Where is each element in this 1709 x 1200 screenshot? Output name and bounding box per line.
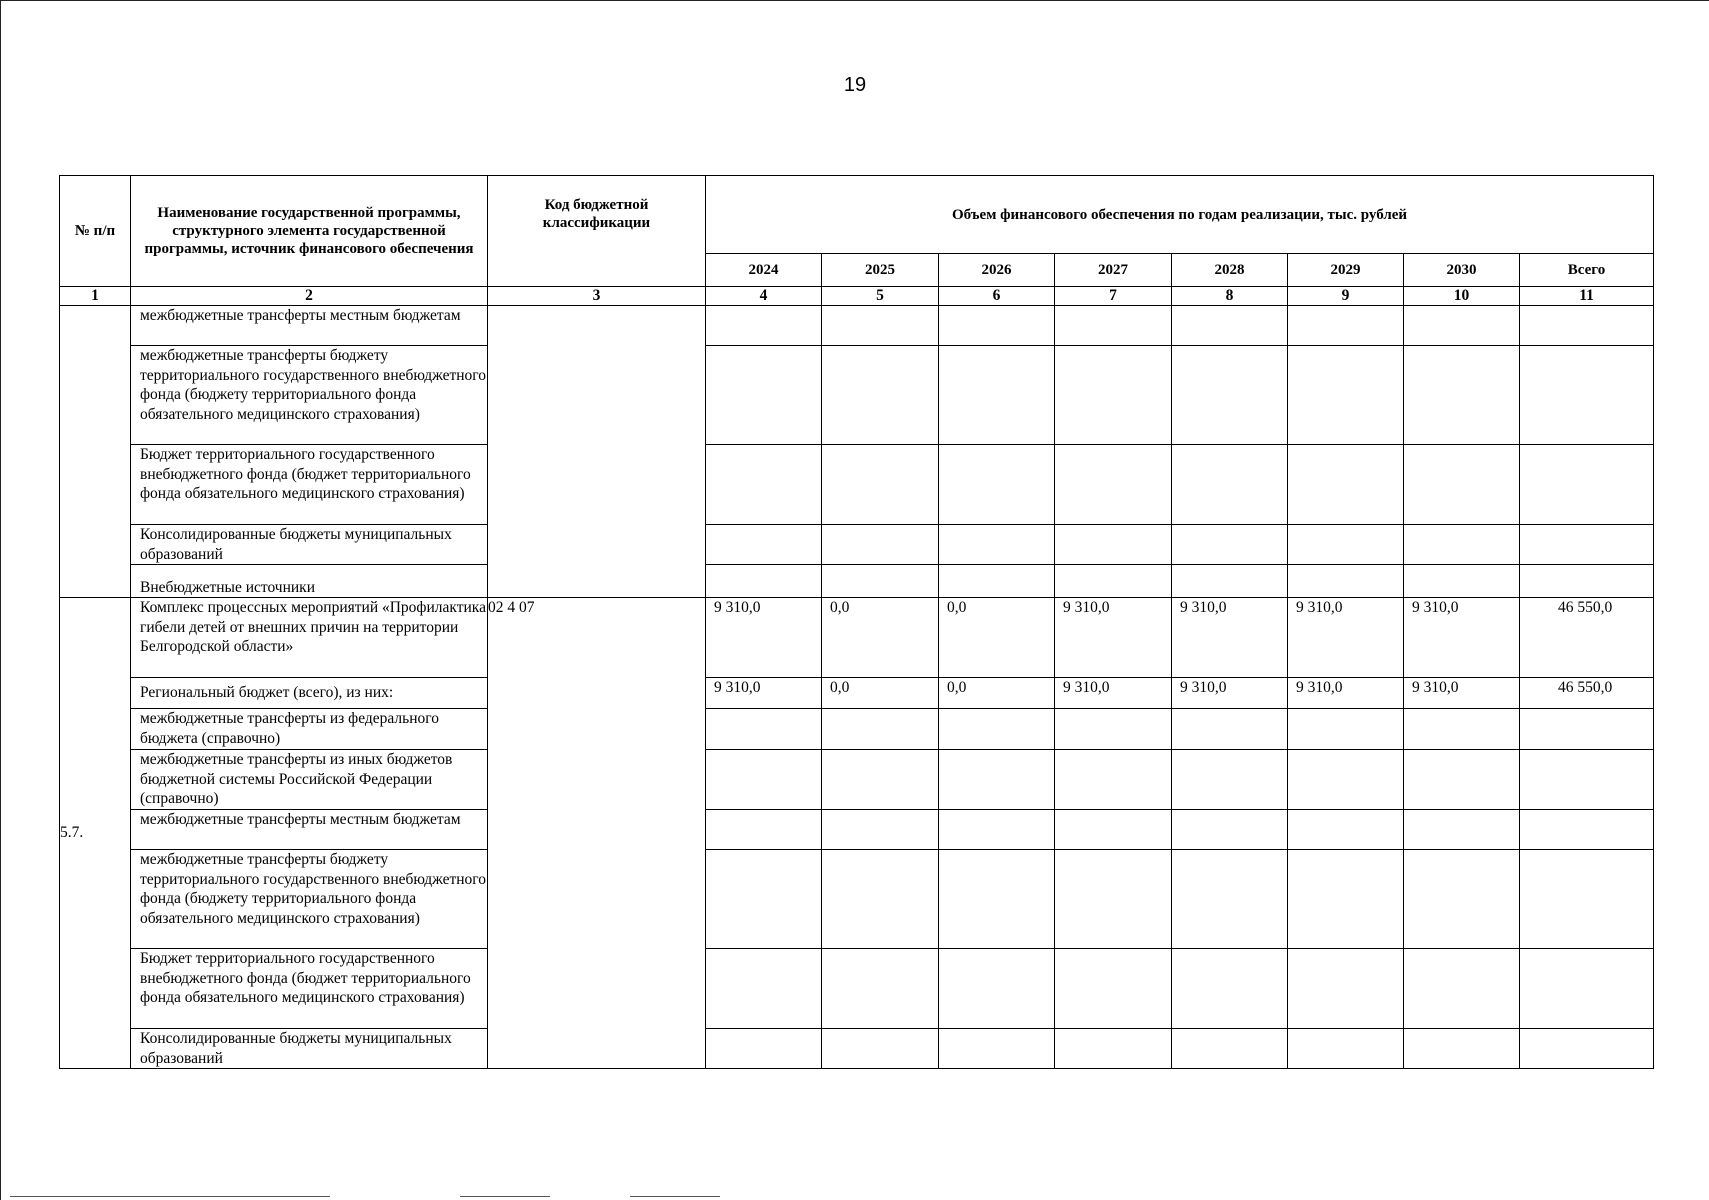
row-label: Консолидированные бюджеты муниципальных образований — [131, 525, 488, 565]
page-left-edge — [0, 0, 1, 1200]
header-year: 2024 — [706, 254, 822, 287]
value-cell: 0,0 — [939, 678, 1055, 709]
header-year: 2026 — [939, 254, 1055, 287]
table-row — [60, 949, 1654, 1029]
row-label: межбюджетные трансферты местным бюджетам — [131, 306, 488, 346]
row-label: Бюджет территориального государственного внебюджетного фонда (бюджет территориального фонда обязательного медицинского страхования) — [131, 949, 488, 1029]
value-cell: 0,0 — [822, 598, 939, 678]
column-number: 3 — [488, 287, 706, 306]
table-row — [60, 346, 1654, 445]
budget-table — [59, 175, 1654, 1069]
total-cell: 46 550,0 — [1520, 678, 1654, 709]
table-row — [60, 709, 1654, 750]
value-cell: 9 310,0 — [1172, 678, 1288, 709]
section-title: Комплекс процессных мероприятий «Профилактика гибели детей от внешних причин на территории Белгородской области» — [131, 598, 488, 678]
table-row — [60, 678, 1654, 709]
value-cell: 9 310,0 — [1055, 598, 1172, 678]
value-cell: 9 310,0 — [1288, 678, 1404, 709]
table-row — [60, 565, 1654, 598]
header-year: 2028 — [1172, 254, 1288, 287]
row-label: Региональный бюджет (всего), из них: — [131, 678, 488, 709]
value-cell: 9 310,0 — [1172, 598, 1288, 678]
table-row — [60, 810, 1654, 850]
column-number: 11 — [1520, 287, 1654, 306]
column-number: 9 — [1288, 287, 1404, 306]
header-year: 2027 — [1055, 254, 1172, 287]
value-cell: 9 310,0 — [706, 598, 822, 678]
value-cell: 9 310,0 — [1404, 598, 1520, 678]
page-number: 19 — [843, 74, 867, 96]
column-number: 5 — [822, 287, 939, 306]
column-number: 6 — [939, 287, 1055, 306]
column-number: 1 — [60, 287, 131, 306]
table-row — [60, 525, 1654, 565]
table-row — [60, 850, 1654, 949]
row-label: Бюджет территориального государственного внебюджетного фонда (бюджет территориального фонда обязательного медицинского страхования) — [131, 445, 488, 525]
table-row — [60, 1029, 1654, 1069]
column-number: 7 — [1055, 287, 1172, 306]
total-cell: 46 550,0 — [1520, 598, 1654, 678]
value-cell: 9 310,0 — [706, 678, 822, 709]
table-row — [60, 306, 1654, 346]
table-row — [60, 750, 1654, 810]
header-code: Код бюджетной классификации — [488, 176, 706, 287]
column-number: 4 — [706, 287, 822, 306]
header-name: Наименование государственной программы, структурного элемента государственной программы, источник финансового обеспечения — [131, 176, 488, 287]
row-label: межбюджетные трансферты из иных бюджетов бюджетной системы Российской Федерации (справочно) — [131, 750, 488, 810]
footer-line — [460, 1196, 550, 1197]
value-cell: 9 310,0 — [1288, 598, 1404, 678]
column-number: 8 — [1172, 287, 1288, 306]
header-year: 2030 — [1404, 254, 1520, 287]
footer-line — [10, 1196, 330, 1197]
code-empty — [488, 306, 706, 598]
row-label: Внебюджетные источники — [131, 565, 488, 598]
footer-line — [630, 1196, 720, 1197]
value-cell: 0,0 — [939, 598, 1055, 678]
header-row-main — [60, 176, 1654, 254]
row-number-empty — [60, 306, 131, 598]
column-number: 2 — [131, 287, 488, 306]
table-row — [60, 445, 1654, 525]
row-label: межбюджетные трансферты бюджету территориального государственного внебюджетного фонда (бюджету территориального фонда обязательного медицинского страхования) — [131, 346, 488, 445]
value-cell: 9 310,0 — [1404, 678, 1520, 709]
row-label: межбюджетные трансферты из федерального бюджета (справочно) — [131, 709, 488, 750]
header-total: Всего — [1520, 254, 1654, 287]
row-label: межбюджетные трансферты местным бюджетам — [131, 810, 488, 850]
row-label: межбюджетные трансферты бюджету территориального государственного внебюджетного фонда (бюджету территориального фонда обязательного медицинского страхования) — [131, 850, 488, 949]
budget-code: 02 4 07 — [488, 598, 706, 1069]
header-year: 2025 — [822, 254, 939, 287]
column-number: 10 — [1404, 287, 1520, 306]
value-cell: 9 310,0 — [1055, 678, 1172, 709]
header-volume: Объем финансового обеспечения по годам реализации, тыс. рублей — [706, 176, 1654, 254]
row-number: 5.7. — [60, 598, 131, 1069]
table-row — [60, 598, 1654, 678]
row-label: Консолидированные бюджеты муниципальных образований — [131, 1029, 488, 1069]
column-numbers-row — [60, 287, 1654, 306]
value-cell: 0,0 — [822, 678, 939, 709]
header-year: 2029 — [1288, 254, 1404, 287]
header-num: № п/п — [60, 176, 131, 287]
page-top-edge — [0, 0, 1709, 1]
